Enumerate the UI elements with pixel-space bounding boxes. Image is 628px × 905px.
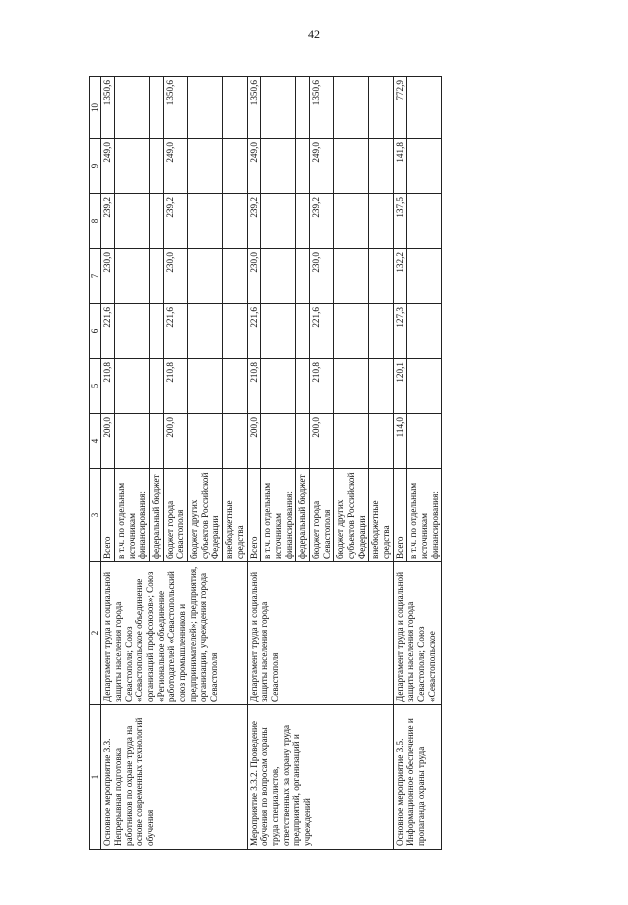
year-value-cell: 127,3 [393,304,407,359]
table-body [101,77,442,850]
total-value-cell [188,77,223,139]
year-value-cell: 221,6 [101,304,115,359]
year-value-cell: 132,2 [393,249,407,304]
year-value-cell [334,359,369,414]
total-value-cell: 1350,6 [247,77,261,139]
funding-source-cell: бюджет других субъектов Российской Федерации [188,469,223,562]
total-value-cell: 1350,6 [101,77,115,139]
total-value-cell: 1350,6 [309,77,333,139]
funding-source-cell: бюджет города Севастополя [163,469,187,562]
year-value-cell [369,194,393,249]
year-value-cell [223,194,247,249]
year-value-cell [188,359,223,414]
year-value-cell [150,249,164,304]
year-value-cell: 210,8 [101,359,115,414]
funding-source-cell: федеральный бюджет [296,469,310,562]
year-value-cell [115,194,150,249]
year-value-cell [407,249,442,304]
total-value-cell [261,77,296,139]
year-value-cell [115,304,150,359]
header-col-2: 2 [90,562,101,705]
year-value-cell [188,249,223,304]
total-value-cell [369,77,393,139]
header-col-9: 9 [90,139,101,194]
year-value-cell: 249,0 [247,139,261,194]
year-value-cell [407,414,442,469]
funding-source-cell: в т.ч. по отдельным источникам финансирования: [115,469,150,562]
executor-cell: Департамент труда и социальной защиты населения города Севастополя [247,562,393,705]
year-value-cell [261,139,296,194]
funding-source-cell: Всего [247,469,261,562]
year-value-cell [369,249,393,304]
total-value-cell [150,77,164,139]
header-row [90,77,101,850]
funding-source-cell: Всего [101,469,115,562]
year-value-cell [369,304,393,359]
year-value-cell [115,359,150,414]
year-value-cell [223,414,247,469]
year-value-cell: 249,0 [309,139,333,194]
year-value-cell [261,249,296,304]
funding-source-cell: внебюджетные средства [369,469,393,562]
year-value-cell [115,249,150,304]
year-value-cell [296,304,310,359]
total-value-cell: 772,9 [393,77,407,139]
funding-source-cell: бюджет города Севастополя [309,469,333,562]
year-value-cell: 249,0 [163,139,187,194]
year-value-cell [261,359,296,414]
page-number: 42 [308,27,320,41]
year-value-cell [150,414,164,469]
total-value-cell: 1350,6 [163,77,187,139]
year-value-cell: 230,0 [101,249,115,304]
year-value-cell [261,414,296,469]
year-value-cell: 221,6 [309,304,333,359]
year-value-cell: 210,8 [247,359,261,414]
year-value-cell [296,359,310,414]
year-value-cell: 249,0 [101,139,115,194]
year-value-cell: 120,1 [393,359,407,414]
funding-source-cell: в т.ч. по отдельным источникам финансирования: [261,469,296,562]
year-value-cell [223,359,247,414]
year-value-cell [369,359,393,414]
year-value-cell: 210,8 [309,359,333,414]
event-name-cell: Мероприятие 3.3.2. Проведение обучения по вопросам охраны труда специалистов, ответственных за охрану труда предприятий, организаций и учреждений [247,705,393,850]
year-value-cell [261,304,296,359]
year-value-cell [261,194,296,249]
year-value-cell: 114,0 [393,414,407,469]
table-row [101,77,115,850]
year-value-cell: 230,0 [247,249,261,304]
year-value-cell [188,139,223,194]
year-value-cell [334,249,369,304]
year-value-cell [223,249,247,304]
year-value-cell: 239,2 [309,194,333,249]
year-value-cell [150,139,164,194]
year-value-cell [369,414,393,469]
header-col-1: 1 [90,705,101,850]
year-value-cell [296,414,310,469]
year-value-cell [223,304,247,359]
year-value-cell [296,194,310,249]
year-value-cell: 230,0 [309,249,333,304]
year-value-cell [407,194,442,249]
header-col-5: 5 [90,359,101,414]
header-col-3: 3 [90,469,101,562]
year-value-cell [334,194,369,249]
year-value-cell [296,139,310,194]
year-value-cell: 239,2 [247,194,261,249]
year-value-cell: 200,0 [101,414,115,469]
year-value-cell [296,249,310,304]
header-col-4: 4 [90,414,101,469]
header-col-7: 7 [90,249,101,304]
header-col-10: 10 [90,77,101,139]
year-value-cell: 137,5 [393,194,407,249]
year-value-cell [150,194,164,249]
year-value-cell [115,414,150,469]
total-value-cell [334,77,369,139]
year-value-cell [407,359,442,414]
event-name-cell: Основное мероприятие 3.5. Информационное обеспечение и пропаганда охраны труда [393,705,442,850]
header-col-6: 6 [90,304,101,359]
year-value-cell: 221,6 [163,304,187,359]
total-value-cell [407,77,442,139]
table-row [247,77,261,850]
rotated-table-container [89,77,592,850]
year-value-cell [369,139,393,194]
year-value-cell: 200,0 [309,414,333,469]
year-value-cell [223,139,247,194]
year-value-cell [188,414,223,469]
funding-source-cell: Всего [393,469,407,562]
funding-source-cell: внебюджетные средства [223,469,247,562]
year-value-cell: 239,2 [163,194,187,249]
year-value-cell: 221,6 [247,304,261,359]
financing-table [89,76,442,850]
executor-cell: Департамент труда и социальной защиты населения города Севастополя; Союз «Севастопольское объединение организаций профсоюзов»; Союз «Региональное объединение работодателей «Севастопольский союз промышленников и предпринимателей»; предприятия, организации, учреждения города Севастополя [101,562,247,705]
year-value-cell [334,304,369,359]
year-value-cell [150,359,164,414]
year-value-cell: 141,8 [393,139,407,194]
total-value-cell [115,77,150,139]
event-name-cell: Основное мероприятие 3.3. Непрерывная подготовка работников по охране труда на основе современных технологий обучения [101,705,247,850]
year-value-cell [188,194,223,249]
total-value-cell [296,77,310,139]
year-value-cell [407,139,442,194]
year-value-cell [188,304,223,359]
year-value-cell: 200,0 [163,414,187,469]
funding-source-cell: в т.ч. по отдельным источникам финансирования: [407,469,442,562]
year-value-cell [150,304,164,359]
year-value-cell [115,139,150,194]
header-col-8: 8 [90,194,101,249]
funding-source-cell: бюджет других субъектов Российской Федерации [334,469,369,562]
year-value-cell [334,414,369,469]
year-value-cell: 210,8 [163,359,187,414]
year-value-cell [407,304,442,359]
table-row [393,77,407,850]
year-value-cell: 200,0 [247,414,261,469]
year-value-cell: 239,2 [101,194,115,249]
funding-source-cell: федеральный бюджет [150,469,164,562]
year-value-cell [334,139,369,194]
year-value-cell: 230,0 [163,249,187,304]
executor-cell: Департамент труда и социальной защиты населения города Севастополя; Союз «Севастопольское [393,562,442,705]
total-value-cell [223,77,247,139]
